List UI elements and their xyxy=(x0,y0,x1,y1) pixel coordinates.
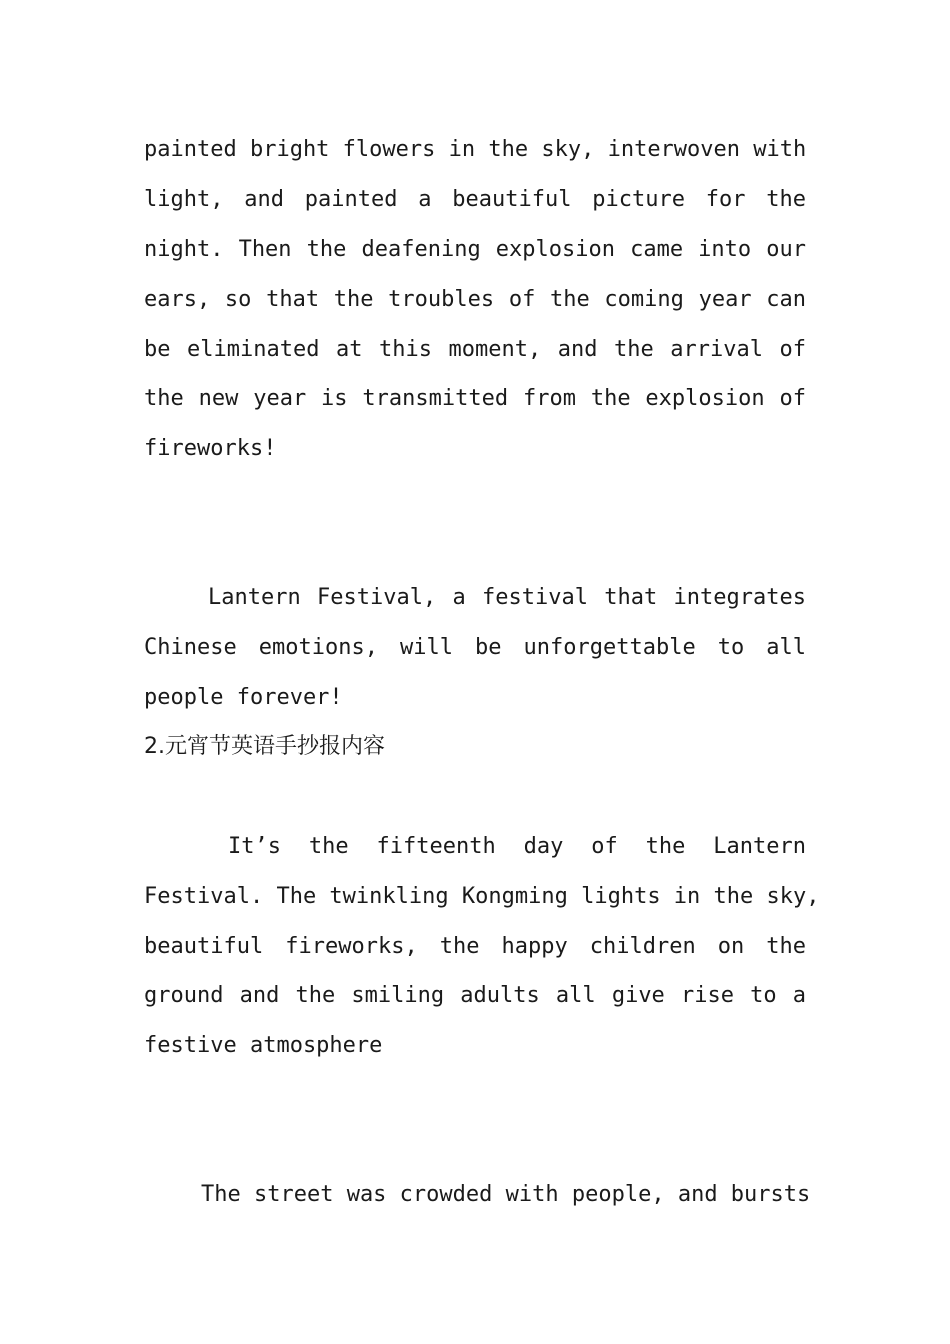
paragraph-line: the new year is transmitted from the explosion of xyxy=(144,386,806,411)
paragraph-line: The street was crowded with people, and bursts xyxy=(201,1182,811,1207)
paragraph-line: light, and painted a beautiful picture for the xyxy=(144,187,806,212)
paragraph-line: ground and the smiling adults all give rise to a xyxy=(144,983,806,1008)
paragraph-line: ears, so that the troubles of the coming year can xyxy=(144,287,806,312)
paragraph-line: Lantern Festival, a festival that integrates xyxy=(208,585,806,610)
section-heading: 2.元宵节英语手抄报内容 xyxy=(144,734,385,759)
paragraph-line: beautiful fireworks, the happy children on the xyxy=(144,934,806,959)
paragraph-line: be eliminated at this moment, and the arrival of xyxy=(144,337,806,362)
paragraph-line: Festival. The twinkling Kongming lights in the sky, xyxy=(144,884,820,909)
paragraph-line: night. Then the deafening explosion came into our xyxy=(144,237,806,262)
paragraph-line: Chinese emotions, will be unforgettable to all xyxy=(144,635,806,660)
paragraph-line: people forever! xyxy=(144,685,343,710)
paragraph-line: painted bright flowers in the sky, interwoven with xyxy=(144,137,807,162)
paragraph-line: It’s the fifteenth day of the Lantern xyxy=(228,834,806,859)
paragraph-line: festive atmosphere xyxy=(144,1033,383,1058)
paragraph-line: fireworks! xyxy=(144,436,277,461)
